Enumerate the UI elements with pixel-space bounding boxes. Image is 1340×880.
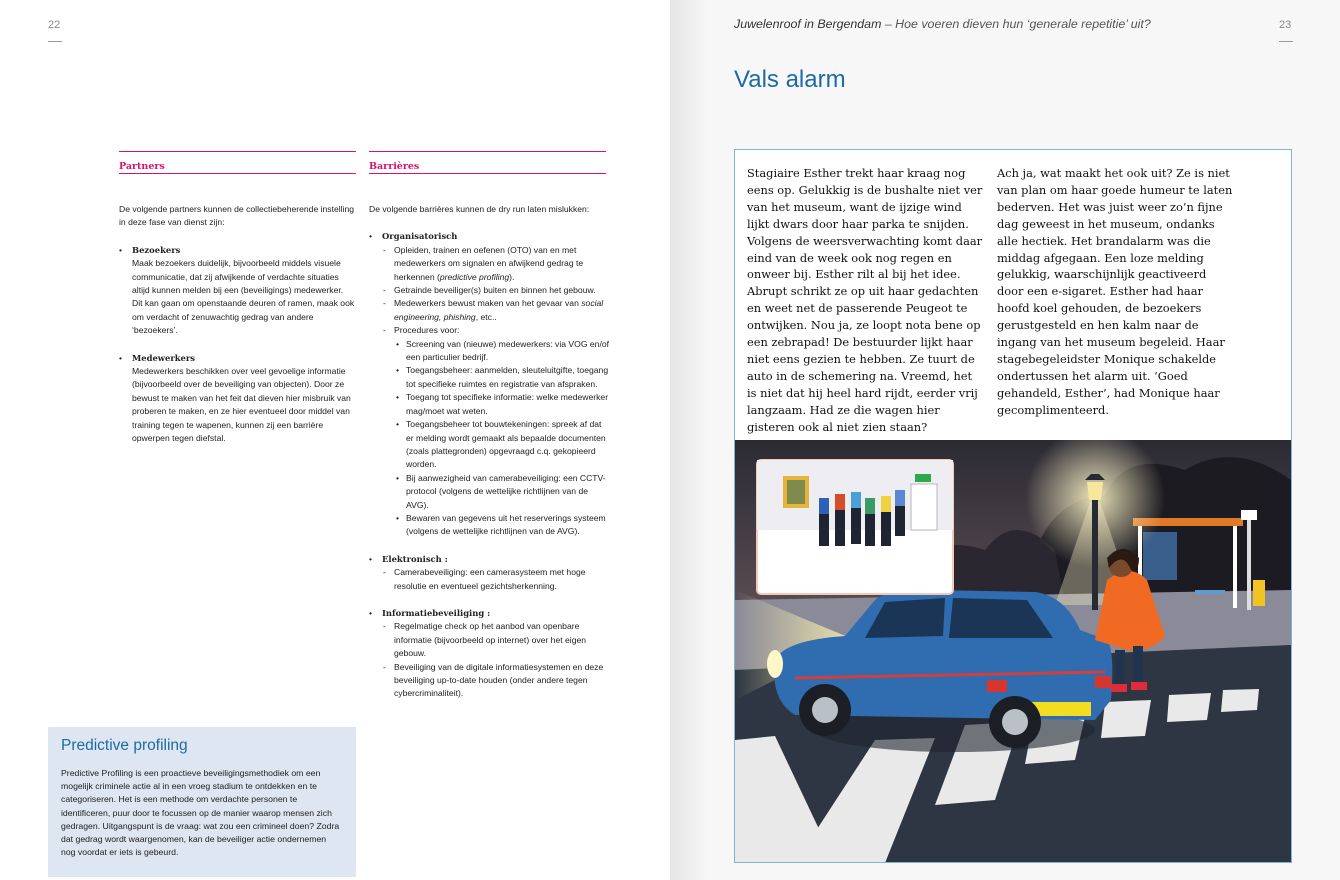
dash-item: - Procedures voor: — [382, 324, 609, 337]
predictive-profiling-title: Predictive profiling — [61, 737, 188, 754]
item-title-bezoekers: • Bezoekers — [132, 244, 181, 255]
item-title-medewerkers: • Medewerkers — [132, 352, 195, 363]
dash-item: - Camerabeveiliging: een camerasysteem met hoge resolutie en eventueel gezichtsherkenning. — [382, 566, 609, 593]
night-street-illustration — [735, 440, 1291, 863]
museum-inset — [757, 460, 953, 594]
list-item — [119, 352, 356, 446]
sub-item: • Bij aanwezigheid van camerabeveiliging: een CCTV-protocol (volgens de wettelijke richtlijnen van de AVG). — [394, 472, 609, 512]
predictive-profiling-text: Predictive Profiling is een proactieve beveiligingsmethodiek om een mogelijk criminele actie al in een vroeg stadium te ontdekken en te categoriseren. Het is een methode om verdachte personen te identificeren, puur door te focussen op de manier waarop mensen zich gedragen. Uitgangspunt is de vraag: wat zou een crimineel doen? Zodra dat gedrag wordt waargenomen, kan de beveiliger actie ondernemen nog voordat er iets is gebeurd. — [61, 768, 340, 858]
page-number-rule-left — [48, 41, 62, 42]
item-title-informatiebeveiliging: Informatiebeveiliging — [382, 607, 485, 618]
item-title-elektronisch: Elektronisch — [382, 553, 442, 564]
item-text-medewerkers: Medewerkers beschikken over veel gevoelige informatie (bijvoorbeeld over de beveiliging van objecten). Door ze bewust te maken van het feit dat dieven hier misbruik van proberen te maken, en ze hier eventueel door middel van training tegen te wapenen, kunnen zij een barrière opwerpen tegen diefstal. — [132, 366, 351, 444]
dash-item: - Medewerkers bewust maken van het gevaar van social engineering, phishing, etc.. — [382, 297, 609, 324]
predictive-profiling-box — [48, 727, 356, 877]
list-item: • Elektronisch : - Camerabeveiliging: een camerasysteem met hoge resolutie en eventueel gezichtsherkenning. — [369, 553, 609, 593]
story-column-1: Stagiaire Esther trekt haar kraag nog eens op. Gelukkig is de bushalte niet ver van het museum, want de ijzige wind lijkt dwars door haar parka te snijden. Volgens de weersverwachting komt daar eind van de week ook nog regen en onweer bij. Esther rilt al bij het idee. Abrupt schrikt ze op uit haar gedachten en weet net de passerende Peugeot te ontwijken. Nou ja, ze loopt nota bene op een zebrapad! De bestuurder lijkt haar niet eens gezien te hebben. Ze tuurt de auto in de schemering na. Vreemd, het is niet dat hij heel hard rijdt, eerder vrij langzaam. Had ze die wagen hier gisteren ook al niet zien staan? — [747, 166, 983, 434]
item-text-bezoekers: Maak bezoekers duidelijk, bijvoorbeeld middels visuele communicatie, dat zij afwijkende of verdachte situaties altijd kunnen melden bij een (beveiligings) medewerker. Dit kan gaan om openstaande deuren of ramen, maak ook om verdacht of zenuwachtig gedrag van andere ‘bezoekers’. — [132, 258, 355, 336]
story-title: Vals alarm — [734, 66, 846, 93]
running-head: Juwelenroof in Bergendam – Hoe voeren dieven hun ‘generale repetitie’ uit? — [734, 17, 1151, 31]
dash-item: - Opleiden, trainen en oefenen (OTO) van en met medewerkers om signalen en afwijkend gedrag te herkennen (predictive profiling). — [382, 244, 609, 284]
page-number-rule-right — [1279, 41, 1293, 42]
sub-item: • Toegangsbeheer: aanmelden, sleuteluitgifte, toegang tot specifieke ruimtes en registratie van afspraken. — [394, 364, 609, 391]
sub-item: • Screening van (nieuwe) medewerkers: via VOG en/of een particulier bedrijf. — [394, 338, 609, 365]
barrieres-intro: De volgende barrières kunnen de dry run laten mislukken: — [369, 204, 590, 214]
list-item — [119, 244, 356, 338]
partners-heading: Partners — [119, 151, 356, 174]
dash-item: - Regelmatige check op het aanbod van openbare informatie (bijvoorbeeld op internet) over het eigen gebouw. — [382, 620, 609, 660]
procedures-sublist — [382, 338, 609, 539]
page-number-left: 22 — [48, 19, 61, 31]
list-item: • Informatiebeveiliging : - Regelmatige check op het aanbod van openbare informatie (bijvoorbeeld op internet) over het eigen gebouw. - Beveiliging van de digitale informatiesystemen en deze beveiliging up-to-date houden (onder andere tegen cybercriminaliteit). — [369, 607, 609, 701]
book-gutter — [670, 0, 710, 880]
sub-item: • Toegangsbeheer tot bouwtekeningen: spreek af dat er melding wordt gemaakt als bepaalde documenten (zoals plattegronden) opgevraagd c.q. gekopieerd worden. — [394, 418, 609, 472]
page-number-right: 23 — [1279, 19, 1292, 31]
barrieres-column — [369, 203, 609, 701]
partners-column — [119, 203, 356, 446]
barrieres-heading: Barrières — [369, 151, 606, 174]
dash-item: - Getrainde beveiliger(s) buiten en binnen het gebouw. — [382, 284, 609, 297]
partners-intro: De volgende partners kunnen de collectiebeherende instelling in deze fase van dienst zijn: — [119, 204, 355, 228]
story-column-2: Ach ja, wat maakt het ook uit? Ze is niet van plan om haar goede humeur te laten bederven. Het was juist weer zo’n fijne dag geweest in het museum, ondanks alle hectiek. Het brandalarm was die middag afgegaan. Een loze melding gelukkig, waarschijnlijk geactiveerd door een e-sigaret. Esther had haar hoofd koel gehouden, de bezoekers gerustgesteld en hen kalm naar de ingang van het museum begeleid. Haar stagebegeleidster Monique schakelde ondertussen het alarm uit. ‘Goed gehandeld, Esther’, had Monique haar gecomplimenteerd. — [997, 166, 1233, 417]
sub-item: • Bewaren van gegevens uit het reserverings systeem (volgens de wettelijke richtlijnen van de AVG). — [394, 512, 609, 539]
list-item — [369, 230, 609, 538]
dash-item: - Beveiliging van de digitale informatiesystemen en deze beveiliging up-to-date houden (onder andere tegen cybercriminaliteit). — [382, 661, 609, 701]
sub-item: • Toegang tot specifieke informatie: welke medewerker mag/moet wat weten. — [394, 391, 609, 418]
story-frame — [734, 149, 1292, 863]
item-title-organisatorisch: • Organisatorisch — [382, 231, 458, 242]
